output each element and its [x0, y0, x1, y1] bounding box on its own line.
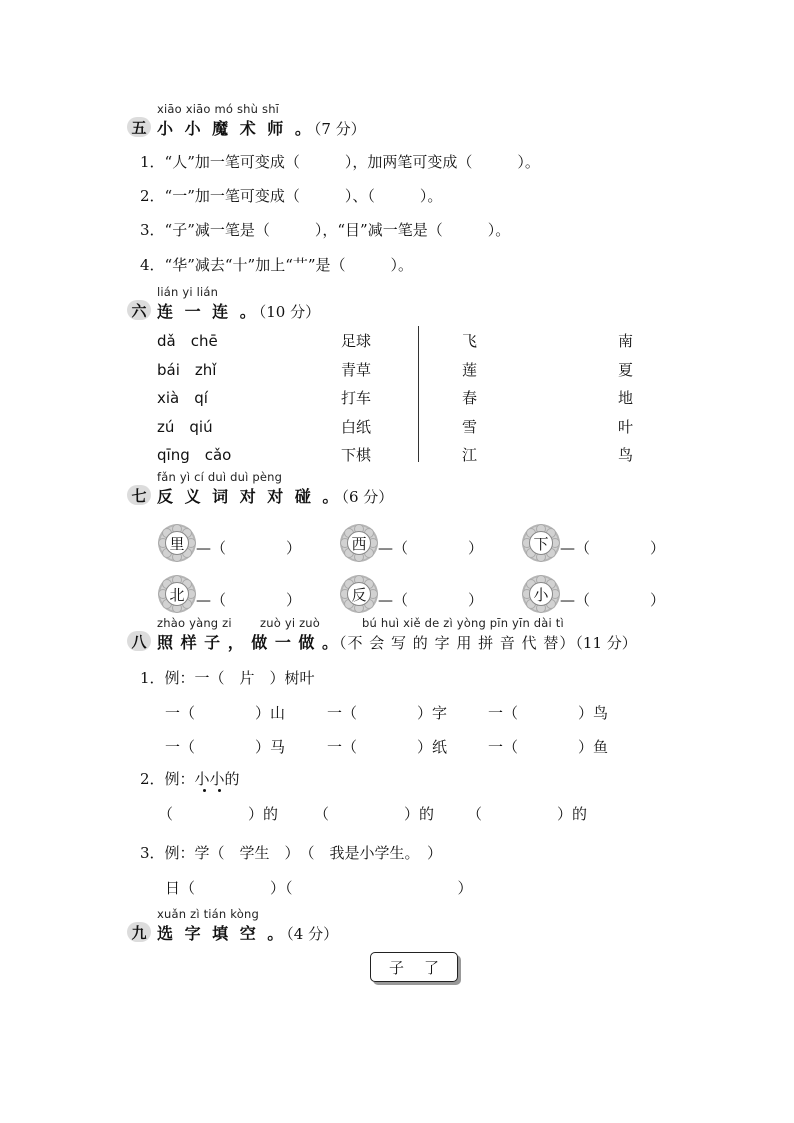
word-column — [341, 327, 371, 470]
antonym-blank[interactable]: —（ ） — [196, 591, 302, 609]
sec8-q1-blank[interactable]: 一（ ）字 — [327, 704, 448, 722]
char-item[interactable]: 飞 — [462, 332, 478, 350]
antonym-blank[interactable]: —（ ） — [196, 539, 302, 557]
sec8-score: （11 分） — [575, 634, 637, 652]
pinyin-item: dǎ chē — [157, 332, 218, 350]
choice-box — [370, 952, 458, 982]
sec5-pinyin: xiāo xiāo mó shù shī — [157, 102, 280, 116]
sec8-q2-blank[interactable]: （ ）的 — [314, 805, 435, 823]
pinyin-item: qīng cǎo — [157, 446, 232, 464]
antonym-blank[interactable]: —（ ） — [378, 539, 484, 557]
sec8-pinyin-1: zhào yàng zi — [157, 616, 232, 630]
choice-char[interactable]: 了 — [423, 958, 439, 977]
sec6-title: 连 一 连 。（10 分） — [157, 302, 321, 321]
sec5-question-4: 4．“华”减去“十”加上“艹”是（ ）。 — [140, 256, 414, 274]
sec8-q2-blank[interactable]: （ ）的 — [158, 805, 279, 823]
sec5-question-1: 1．“人”加一笔可变成（ ），加两笔可变成（ ）。 — [140, 153, 540, 171]
flower-badge — [342, 526, 376, 560]
sec8-q1-blank[interactable]: 一（ ）鱼 — [488, 738, 609, 756]
pinyin-item: bái zhǐ — [157, 360, 217, 379]
antonym-char: 反 — [347, 582, 371, 606]
sec8-q3-example: 3．例：学（ 学生 ） （ 我是小学生。 ） — [140, 844, 443, 862]
sec9-score: （4 分） — [286, 925, 339, 943]
emphasis-dot — [218, 789, 221, 792]
char-item[interactable]: 夏 — [618, 360, 634, 379]
sec8-q2-example: 2．例：小小的 — [140, 770, 240, 788]
flower-badge — [524, 577, 558, 611]
char-item[interactable]: 雪 — [462, 417, 478, 436]
char-item[interactable]: 春 — [462, 389, 478, 407]
sec7-number-badge: 七 — [127, 485, 151, 505]
char-item[interactable]: 莲 — [462, 360, 478, 379]
sec8-q2-blank[interactable]: （ ）的 — [467, 805, 588, 823]
char-item[interactable]: 地 — [618, 389, 634, 407]
flower-badge — [160, 577, 194, 611]
sec8-q1-blank[interactable]: 一（ ）马 — [165, 738, 286, 756]
column-divider — [418, 326, 419, 462]
sec5-question-3: 3．“子”减一笔是（ ），“目”减一笔是（ ）。 — [140, 221, 511, 239]
right-char-column — [618, 327, 633, 470]
sec8-number-badge: 八 — [127, 631, 151, 651]
sec8-q3-blank[interactable]: 日（ ）（ ） — [165, 879, 473, 897]
sec9-number-badge: 九 — [127, 922, 151, 942]
antonym-blank[interactable]: —（ ） — [560, 539, 666, 557]
sec6-pinyin: lián yi lián — [157, 285, 219, 299]
flower-badge — [160, 526, 194, 560]
sec5-number-badge: 五 — [127, 117, 151, 137]
sec5-question-2: 2．“一”加一笔可变成（ ）、（ ）。 — [140, 187, 443, 205]
word-item[interactable]: 足球 — [341, 332, 372, 350]
sec6-number-badge: 六 — [127, 300, 151, 320]
sec8-subtitle: （不 会 写 的 字 用 拼 音 代 替） — [339, 634, 576, 652]
sec9-pinyin: xuǎn zì tián kòng — [157, 907, 259, 921]
word-item[interactable]: 白纸 — [341, 417, 372, 436]
sec7-score: （6 分） — [341, 488, 394, 506]
sec5-title: 小 小 魔 术 师 。（7 分） — [157, 119, 366, 138]
word-item[interactable]: 下棋 — [341, 446, 372, 464]
sec9-title: 选 字 填 空 。（4 分） — [157, 924, 339, 943]
word-item[interactable]: 青草 — [341, 360, 372, 379]
char-item[interactable]: 叶 — [618, 417, 634, 436]
sec8-pinyin-2: zuò yi zuò — [260, 616, 321, 630]
pinyin-column — [157, 327, 231, 470]
sec8-q1-example: 1．例：一（ 片 ）树叶 — [140, 669, 315, 687]
sec8-q1-blank[interactable]: 一（ ）山 — [165, 704, 286, 722]
antonym-blank[interactable]: —（ ） — [378, 591, 484, 609]
pinyin-item: xià qí — [157, 389, 208, 407]
sec8-q1-blank[interactable]: 一（ ）纸 — [327, 738, 448, 756]
sec5-score: （7 分） — [313, 120, 366, 138]
flower-badge — [524, 526, 558, 560]
sec8-q1-blank[interactable]: 一（ ）鸟 — [488, 704, 609, 722]
choice-char[interactable]: 子 — [388, 958, 404, 977]
antonym-char: 小 — [529, 582, 553, 606]
sec6-score: （10 分） — [258, 303, 321, 321]
char-item[interactable]: 南 — [618, 332, 634, 350]
sec8-pinyin-3: bú huì xiě de zì yòng pīn yīn dài tì — [362, 616, 564, 630]
emphasis-dot — [203, 789, 206, 792]
char-item[interactable]: 鸟 — [618, 446, 634, 464]
antonym-char: 北 — [165, 582, 189, 606]
word-item[interactable]: 打车 — [341, 389, 372, 407]
left-char-column — [462, 327, 477, 470]
antonym-char: 西 — [347, 531, 371, 555]
sec7-title: 反 义 词 对 对 碰 。（6 分） — [157, 487, 394, 506]
pinyin-item: zú qiú — [157, 417, 213, 436]
antonym-char: 里 — [165, 531, 189, 555]
char-item[interactable]: 江 — [462, 446, 478, 464]
sec8-title: 照 样 子 ， 做 一 做 。（不 会 写 的 字 用 拼 音 代 替）（11 分） — [157, 633, 637, 652]
sec7-pinyin: fǎn yì cí duì duì pèng — [157, 470, 283, 484]
antonym-blank[interactable]: —（ ） — [560, 591, 666, 609]
flower-badge — [342, 577, 376, 611]
antonym-char: 下 — [529, 531, 553, 555]
